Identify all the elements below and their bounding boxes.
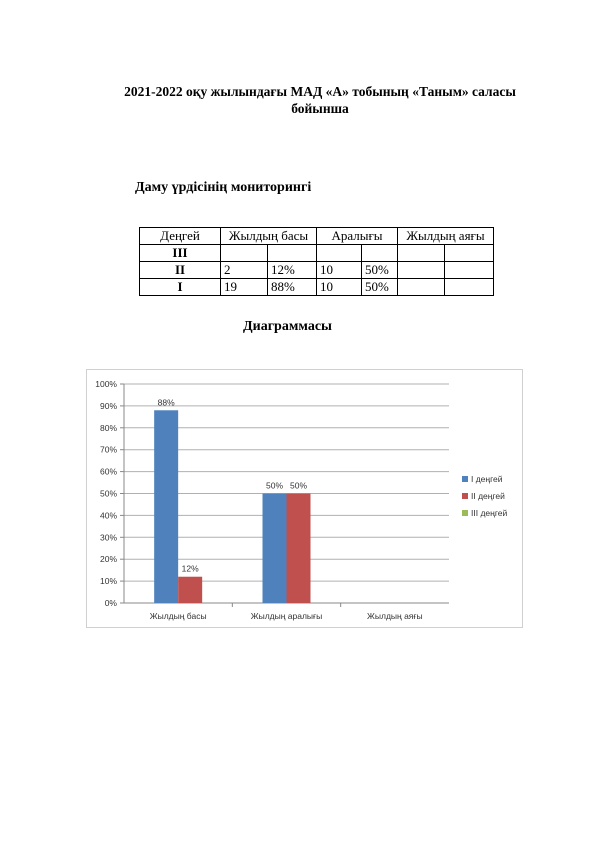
level-cell: I bbox=[140, 279, 221, 296]
y-tick-label: 70% bbox=[99, 444, 117, 455]
table-cell: 10 bbox=[317, 262, 362, 279]
y-tick-label: 0% bbox=[104, 598, 117, 608]
header-middle: Аралығы bbox=[317, 228, 398, 245]
table-cell: 2 bbox=[221, 262, 268, 279]
table-row bbox=[140, 245, 494, 262]
table-cell: 12% bbox=[268, 262, 317, 279]
document-title: 2021-2022 оқу жылындағы МАД «А» тобының «Таным» саласы бойынша bbox=[124, 84, 516, 116]
x-tick-label: Жылдың басы bbox=[149, 611, 207, 621]
header-end: Жылдың аяғы bbox=[398, 228, 494, 245]
table-cell bbox=[445, 279, 494, 296]
monitoring-subtitle: Даму үрдісінің мониторингі bbox=[135, 180, 312, 195]
y-tick-label: 80% bbox=[99, 422, 117, 433]
legend-label: II деңгей bbox=[471, 491, 505, 501]
bar bbox=[154, 410, 178, 603]
data-label: 50% bbox=[289, 480, 308, 491]
x-tick-label: Жылдың аяғы bbox=[367, 611, 423, 621]
table-cell bbox=[398, 262, 445, 279]
y-tick-label: 10% bbox=[99, 576, 117, 587]
chart-frame bbox=[86, 369, 523, 628]
bar bbox=[263, 494, 287, 604]
table-cell: 10 bbox=[317, 279, 362, 296]
y-tick-label: 60% bbox=[99, 466, 117, 477]
table-row bbox=[140, 262, 494, 279]
bar bbox=[178, 577, 202, 603]
data-label: 50% bbox=[265, 480, 284, 491]
data-label: 12% bbox=[181, 563, 199, 574]
diagram-heading: Диаграммасы bbox=[243, 319, 332, 334]
level-cell: II bbox=[140, 262, 221, 279]
table-cell bbox=[445, 262, 494, 279]
table-cell bbox=[317, 245, 362, 262]
table-cell: 50% bbox=[362, 262, 398, 279]
legend-swatch bbox=[462, 476, 468, 482]
table-cell bbox=[268, 245, 317, 262]
table-row bbox=[140, 279, 494, 296]
monitoring-table bbox=[139, 227, 494, 296]
header-level: Деңгей bbox=[140, 228, 221, 245]
legend-swatch bbox=[462, 510, 468, 516]
y-tick-label: 50% bbox=[99, 488, 117, 499]
legend-label: I деңгей bbox=[471, 474, 503, 484]
y-tick-label: 100% bbox=[95, 379, 117, 389]
y-tick-label: 30% bbox=[99, 532, 117, 543]
table-cell: 19 bbox=[221, 279, 268, 296]
bar-chart bbox=[87, 370, 522, 627]
table-cell bbox=[221, 245, 268, 262]
legend-swatch bbox=[462, 493, 468, 499]
y-tick-label: 40% bbox=[99, 510, 117, 521]
table-header-row bbox=[140, 228, 494, 245]
legend-label: III деңгей bbox=[471, 508, 508, 518]
table-cell: 50% bbox=[362, 279, 398, 296]
y-tick-label: 90% bbox=[99, 400, 117, 411]
x-tick-label: Жылдың аралығы bbox=[250, 611, 323, 621]
level-cell: III bbox=[140, 245, 221, 262]
data-label: 88% bbox=[157, 397, 175, 408]
table-cell bbox=[398, 279, 445, 296]
table-cell bbox=[362, 245, 398, 262]
table-cell bbox=[398, 245, 445, 262]
bar bbox=[287, 494, 311, 604]
y-tick-label: 20% bbox=[99, 554, 117, 565]
header-start: Жылдың басы bbox=[221, 228, 317, 245]
table-cell bbox=[445, 245, 494, 262]
table-cell: 88% bbox=[268, 279, 317, 296]
